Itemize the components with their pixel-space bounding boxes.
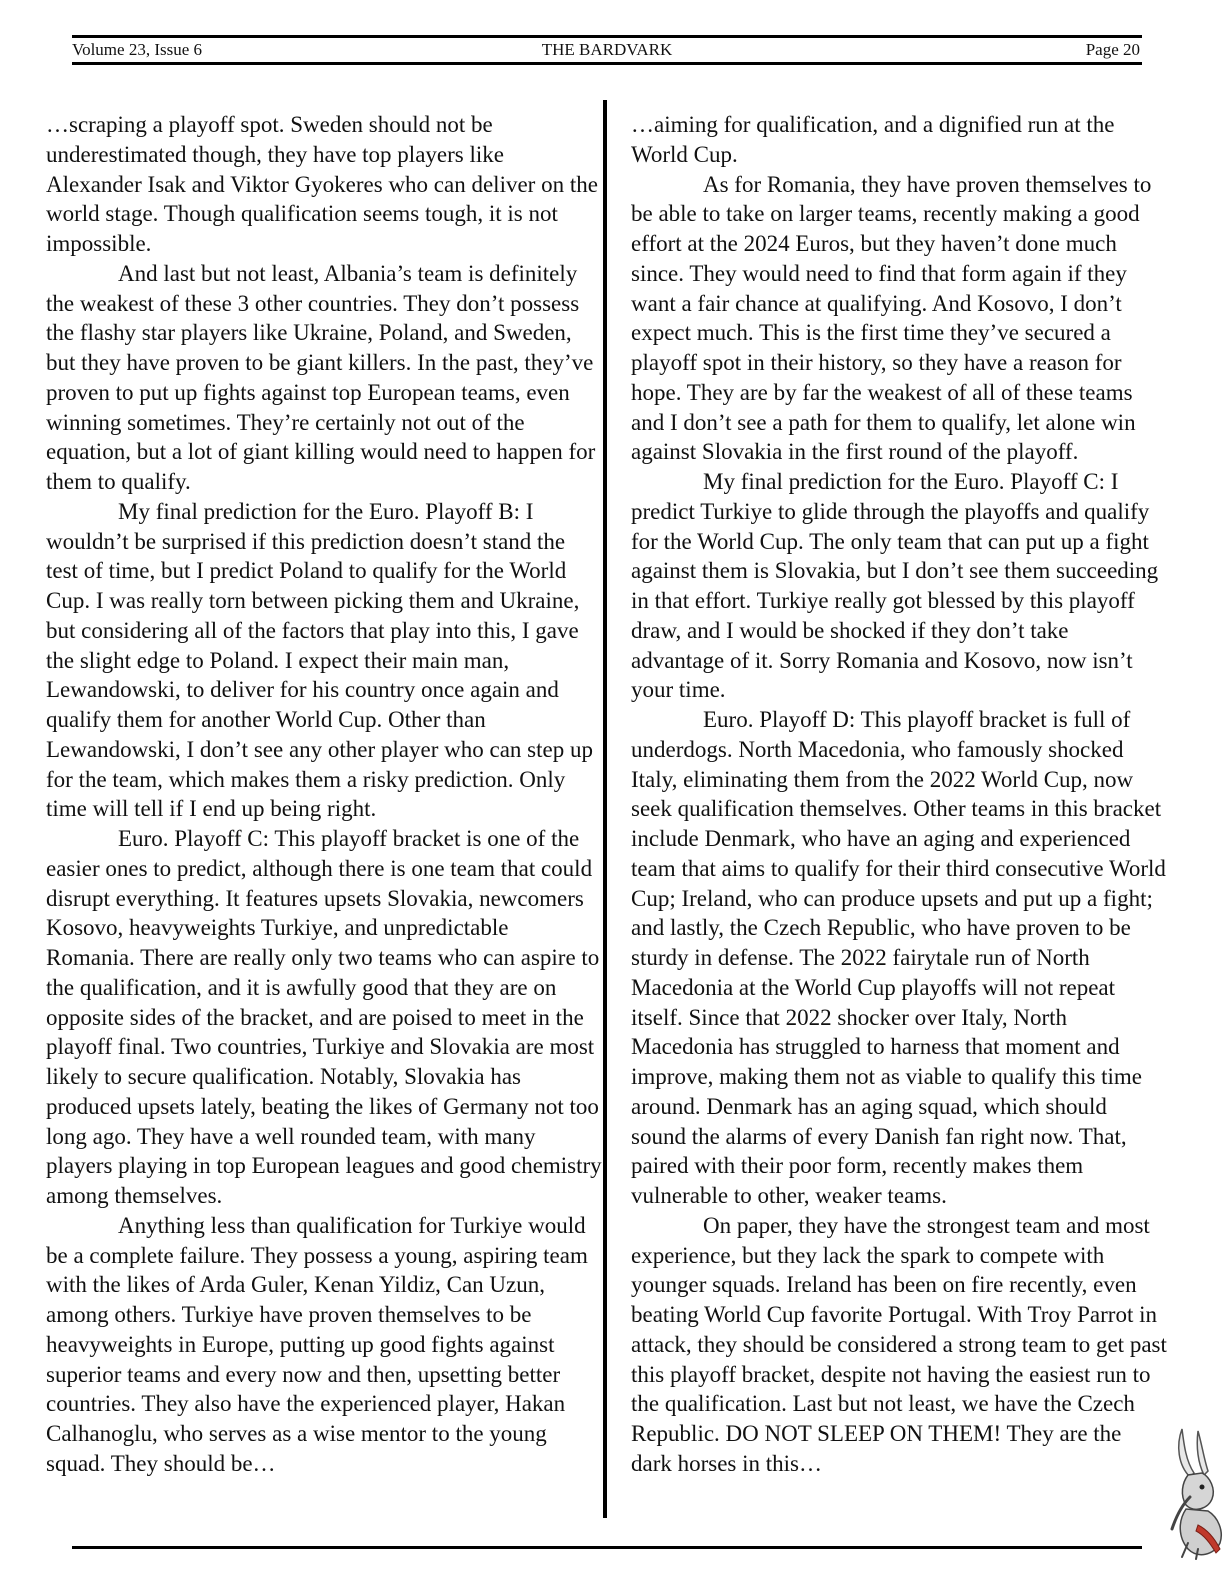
- paragraph: …aiming for qualification, and a dignified run at the World Cup.: [631, 112, 1115, 167]
- column-divider: [603, 100, 607, 1518]
- paragraph: Anything less than qualification for Turkiye would be a complete failure. They possess a young, aspiring team with the likes of Arda Guler, Kenan Yildiz, Can Uzun, among others. Turkiye have proven themselves to be heavyweights in Europe, putting up good fights against superior teams and every now and then, upsetting better countries. They also have the experienced player, Hakan Calhanoglu, who serves as a wise mentor to the young squad. They should be…: [46, 1212, 588, 1476]
- issue-label: Volume 23, Issue 6: [72, 40, 203, 59]
- paragraph: My final prediction for the Euro. Playoff B: I wouldn’t be surprised if this prediction doesn’t stand the test of time, but I predict Poland to qualify for the World Cup. I was really torn between picking them and Ukraine, but considering all of the factors that play into this, I gave the slight edge to Poland. I expect their main man, Lewandowski, to deliver for his country once again and qualify them for another World Cup. Other than Lewandowski, I don’t see any other player who can step up for the team, which makes them a risky prediction. Only time will tell if I end up being right.: [46, 498, 593, 822]
- aardvark-mascot-icon: [1168, 1425, 1224, 1560]
- paragraph: My final prediction for the Euro. Playoff C: I predict Turkiye to glide through the playoffs and qualify for the World Cup. The only team that can put up a fight against them is Slovakia, but I don’t see them succeeding in that effort. Turkiye really got blessed by this playoff draw, and I would be shocked if they don’t take advantage of it. Sorry Romania and Kosovo, now isn’t your time.: [631, 469, 1159, 703]
- page-number: Page 20: [1085, 40, 1140, 59]
- publication-title: THE BARDVARK: [541, 40, 673, 59]
- paragraph: Euro. Playoff D: This playoff bracket is full of underdogs. North Macedonia, who famously shocked Italy, eliminating them from the 2022 World Cup, now seek qualification themselves. Other teams in this bracket include Denmark, who have an aging and experienced team that aims to qualify for their third consecutive World Cup; Ireland, who can produce upsets and put up a fight; and lastly, the Czech Republic, who have proven to be sturdy in defense. The 2022 fairytale run of North Macedonia at the World Cup playoffs will not repeat itself. Since that 2022 shocker over Italy, North Macedonia has struggled to harness that moment and improve, making them not as viable to qualify this time around. Denmark has an aging squad, which should sound the alarms of every Danish fan right now. That, paired with their poor form, recently makes them vulnerable to other, weaker teams.: [631, 707, 1166, 1208]
- paragraph: …scraping a playoff spot. Sweden should not be underestimated though, they have top players like Alexander Isak and Viktor Gyokeres who can deliver on the world stage. Though qualification seems tough, it is not impossible.: [46, 112, 598, 256]
- paragraph: On paper, they have the strongest team and most experience, but they lack the spark to compete with younger squads. Ireland has been on fire recently, even beating World Cup favorite Portugal. With Troy Parrot in attack, they should be considered a strong team to get past this playoff bracket, despite not having the easiest run to the qualification. Last but not least, we have the Czech Republic. DO NOT SLEEP ON THEM! They are the dark horses in this…: [631, 1212, 1167, 1476]
- page-header: [72, 35, 1142, 65]
- paragraph: Euro. Playoff C: This playoff bracket is one of the easier ones to predict, although there is one team that could disrupt everything. It features upsets Slovakia, newcomers Kosovo, heavyweights Turkiye, and unpredictable Romania. There are really only two teams who can aspire to the qualification, and it is awfully good that they are on opposite sides of the bracket, and are poised to meet in the playoff final. Two countries, Turkiye and Slovakia are most likely to secure qualification. Notably, Slovakia has produced upsets lately, beating the likes of Germany not too long ago. They have a well rounded team, with many players playing in top European leagues and good chemistry among themselves.: [46, 826, 602, 1208]
- footer-rule: [72, 1546, 1142, 1549]
- article-column-right: [631, 110, 1167, 1479]
- article-column-left: [46, 110, 602, 1479]
- paragraph: As for Romania, they have proven themselves to be able to take on larger teams, recently making a good effort at the 2024 Euros, but they haven’t done much since. They would need to find that form again if they want a fair chance at qualifying. And Kosovo, I don’t expect much. This is the first time they’ve secured a playoff spot in their history, so they have a reason for hope. They are by far the weakest of all of these teams and I don’t see a path for them to qualify, let alone win against Slovakia in the first round of the playoff.: [631, 171, 1152, 465]
- paragraph: And last but not least, Albania’s team is definitely the weakest of these 3 other countries. They don’t possess the flashy star players like Ukraine, Poland, and Sweden, but they have proven to be giant killers. In the past, they’ve proven to put up fights against top European teams, even winning sometimes. They’re certainly not out of the equation, but a lot of giant killing would need to happen for them to qualify.: [46, 260, 596, 494]
